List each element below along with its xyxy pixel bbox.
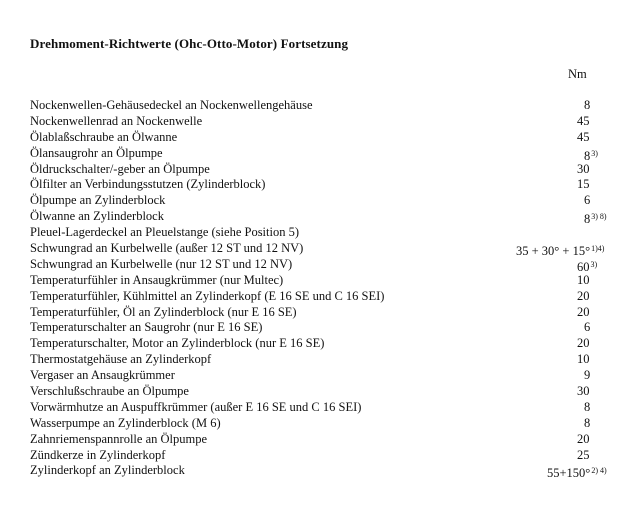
- row-value: 20: [577, 431, 590, 446]
- row-value: 30: [577, 384, 590, 399]
- table-row: [30, 209, 630, 225]
- table-row: [30, 384, 630, 400]
- table-row: [30, 273, 630, 289]
- table-row: [30, 336, 630, 352]
- row-footnote: 1)4): [591, 244, 605, 254]
- table-row: [30, 289, 630, 305]
- row-value: 60$^{3)}$: [577, 259, 598, 274]
- row-label: Ölpumpe an Zylinderblock: [30, 193, 166, 208]
- table-row: [30, 305, 630, 321]
- row-label: Nockenwellenrad an Nockenwelle: [30, 113, 203, 128]
- row-label: Verschlußschraube an Ölpumpe: [30, 384, 189, 399]
- row-value: 55+150°$^{2) 4)}$: [547, 466, 607, 481]
- table-row: [30, 162, 630, 178]
- row-label: Zylinderkopf an Zylinderblock: [30, 463, 185, 478]
- row-label: Temperaturschalter, Motor an Zylinderblock (nur E 16 SE): [30, 336, 325, 351]
- row-label: Zahnriemenspannrolle an Ölpumpe: [30, 431, 208, 446]
- row-label: Temperaturfühler, Kühlmittel an Zylinderkopf (E 16 SE und C 16 SEI): [30, 288, 385, 303]
- row-value: 15: [577, 177, 590, 192]
- row-value: 8: [584, 399, 591, 414]
- row-value: 6: [584, 193, 591, 208]
- table-row: [30, 177, 630, 193]
- row-value: 8: [584, 98, 591, 112]
- row-label: Öldruckschalter/-geber an Ölpumpe: [30, 161, 210, 176]
- row-footnote: 3) 8): [591, 212, 607, 222]
- row-label: Ölansaugrohr an Ölpumpe: [30, 145, 163, 160]
- row-value: 30: [577, 161, 590, 176]
- row-label: Schwungrad an Kurbelwelle (außer 12 ST und 12 NV): [30, 241, 304, 256]
- table-row: [30, 416, 630, 432]
- torque-table: [30, 98, 630, 479]
- table-row: [30, 114, 630, 130]
- row-label: Thermostatgehäuse an Zylinderkopf: [30, 352, 212, 367]
- row-footnote: 2) 4): [591, 466, 607, 476]
- table-row: [30, 98, 630, 114]
- row-label: Temperaturschalter an Saugrohr (nur E 16 SE): [30, 320, 263, 335]
- row-value: 20: [577, 304, 590, 319]
- row-value: 45: [577, 129, 590, 144]
- table-row: [30, 352, 630, 368]
- row-label: Nockenwellen-Gehäusedeckel an Nockenwellengehäuse: [30, 98, 313, 112]
- row-value: 10: [577, 272, 590, 287]
- row-value: 8$^{3)}$: [584, 148, 598, 163]
- row-label: Vorwärmhutze an Auspuffkrümmer (außer E 16 SE und C 16 SEI): [30, 399, 362, 414]
- row-label: Zündkerze in Zylinderkopf: [30, 447, 166, 462]
- row-value: 9: [584, 368, 591, 383]
- page-title: Drehmoment-Richtwerte (Ohc-Otto-Motor) Fortsetzung: [30, 36, 349, 51]
- row-value: $8^{3) 8)}$: [584, 212, 607, 227]
- table-row: [30, 448, 630, 464]
- row-value: 8: [584, 415, 591, 430]
- row-label: Pleuel-Lagerdeckel an Pleuelstange (siehe Position 5): [30, 225, 300, 240]
- row-value: 25: [577, 447, 590, 462]
- row-label: Schwungrad an Kurbelwelle (nur 12 ST und 12 NV): [30, 256, 293, 271]
- unit-header: Nm: [568, 67, 587, 81]
- row-label: Ölwanne an Zylinderblock: [30, 209, 164, 224]
- table-row: [30, 257, 630, 273]
- table-row: [30, 368, 630, 384]
- table-row: [30, 463, 630, 479]
- row-label: Wasserpumpe an Zylinderblock (M 6): [30, 415, 221, 430]
- row-value: 20: [577, 336, 590, 351]
- row-label: Temperaturfühler in Ansaugkrümmer (nur Multec): [30, 272, 284, 287]
- row-footnote: 3): [591, 148, 598, 158]
- row-value: 35 + 30° + 15°$^{1)4)}$: [516, 244, 605, 259]
- table-row: [30, 400, 630, 416]
- table-row: [30, 320, 630, 336]
- table-row: [30, 241, 630, 257]
- table-row: [30, 130, 630, 146]
- table-row: [30, 432, 630, 448]
- table-row: [30, 225, 630, 241]
- table-row: [30, 146, 630, 162]
- row-label: Temperaturfühler, Öl an Zylinderblock (nur E 16 SE): [30, 304, 297, 319]
- row-label: Ölfilter an Verbindungsstutzen (Zylinderblock): [30, 177, 266, 192]
- row-value: 45: [577, 113, 590, 128]
- row-label: Vergaser an Ansaugkrümmer: [30, 368, 175, 383]
- row-value: 6: [584, 320, 591, 335]
- row-label: Ölablaßschraube an Ölwanne: [30, 129, 178, 144]
- row-value: 20: [577, 288, 590, 303]
- row-value: 10: [577, 352, 590, 367]
- table-row: [30, 193, 630, 209]
- row-footnote: 3): [590, 259, 598, 269]
